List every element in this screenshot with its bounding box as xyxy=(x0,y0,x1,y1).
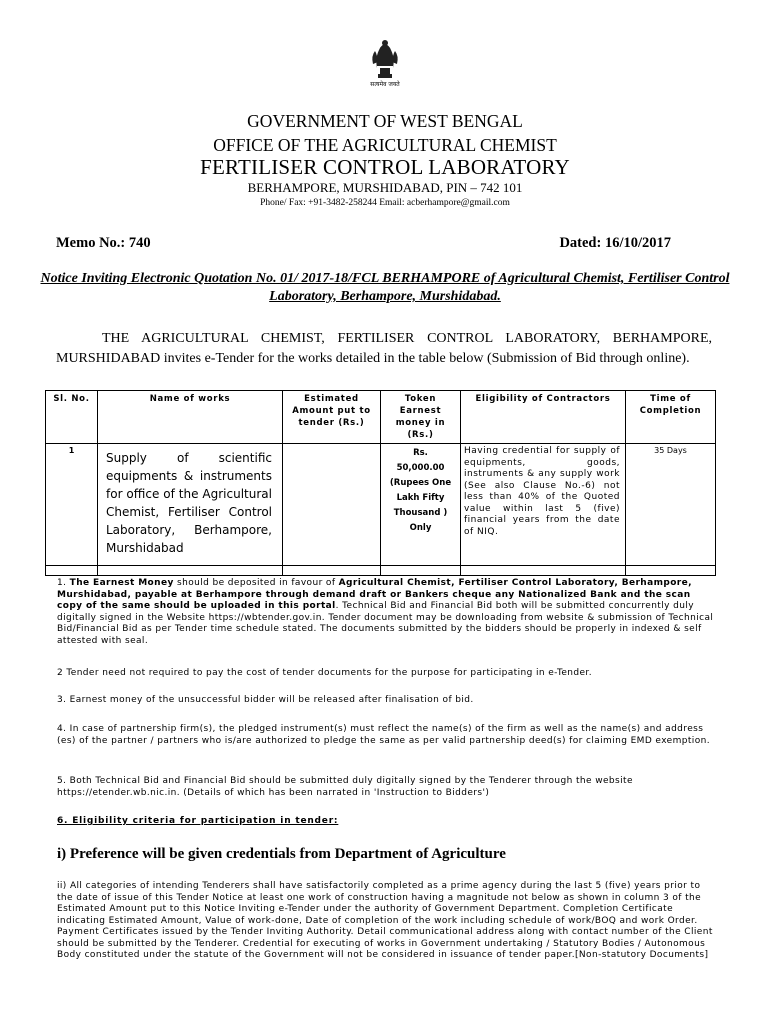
cell-time: 35 Days xyxy=(626,444,716,576)
cell-token xyxy=(381,444,461,576)
table-header-row xyxy=(46,391,716,444)
notice-title: Notice Inviting Electronic Quotation No. 01/ 2017-18/FCL BERHAMPORE of Agricultural Chemist, Fertiliser Control Laboratory, Berhampore, Murshidabad. xyxy=(40,271,730,304)
term-1-text-a: should be deposited in favour of xyxy=(173,578,339,588)
token-amount: 50,000.00 xyxy=(396,463,445,473)
terms-section xyxy=(45,565,715,851)
memo-number: Memo No.: 740 xyxy=(56,235,151,251)
term-1-num: 1. xyxy=(57,578,70,588)
term-eligibility-ii: ii) All categories of intending Tenderers shall have satisfactorily completed as a prime agency during the last 5 (five) years prior to the date of issue of this Tender Notice at least one work of construction having a magnitude not below as shown in column 3 of the Estimated Amount put to this Notice Inviting e-Tender under the authority of Government Department. Completion Certificate indicating Estimated Amount, Value of work-done, Date of completion of the work including schedule of work/BOQ and work Order. Payment Certificates issued by the Tender Inviting Authority. Detail communicational address along with contact number of the Client should be submitted by the Tenderer. Credential for executing of works in Government undertaking / Statutory Bodies / Autonomous Body constituted under the statute of the Government will not be considered in issuance of tender paper.[Non-statutory Documents] xyxy=(57,881,713,960)
col-header-eligibility: Eligibility of Contractors xyxy=(461,391,626,444)
national-emblem-icon xyxy=(345,36,425,88)
works-table xyxy=(45,390,716,576)
term-1-bold: The Earnest Money xyxy=(69,578,174,588)
header-office: OFFICE OF THE AGRICULTURAL CHEMIST xyxy=(213,135,557,155)
term-2: 2 Tender need not required to pay the cost of tender documents for the purpose for participating in e-Tender. xyxy=(57,668,592,678)
col-header-sl: Sl. No. xyxy=(46,391,98,444)
emblem-motto: सत्यमेव जयते xyxy=(370,81,400,88)
term-5: 5. Both Technical Bid and Financial Bid should be submitted duly digitally signed by the Tenderer through the website https://etender.wb.nic.in. (Details of which has been narrated in 'Instruction to Bidders') xyxy=(57,776,633,798)
cell-amount xyxy=(283,444,381,576)
col-header-works: Name of works xyxy=(98,391,283,444)
header-laboratory: FERTILISER CONTROL LABORATORY xyxy=(200,155,570,179)
intro-paragraph: THE AGRICULTURAL CHEMIST, FERTILISER CONTROL LABORATORY, BERHAMPORE, MURSHIDABAD invites e-Tender for the works detailed in the table below (Submission of Bid through online). xyxy=(56,331,712,366)
term-1-text-b: . Technical Bid and Financial Bid both will be submitted concurrently duly digitally signed in the Website https://wbtender.gov.in. Tender document may be downloading from website & submission of Technical Bid/Financial Bid as per Tender time schedule stated. The documents submitted by the bidders should be properly in indexed & self attested with seal. xyxy=(57,601,714,646)
token-rs: Rs. xyxy=(413,448,428,458)
term-1 xyxy=(57,578,715,647)
term-3: 3. Earnest money of the unsuccessful bidder will be released after finalisation of bid. xyxy=(57,695,474,705)
header-contact: Phone/ Fax: +91-3482-258244 Email: acberhampore@gmail.com xyxy=(260,198,510,208)
col-header-amount: Estimated Amount put to tender (Rs.) xyxy=(283,391,381,444)
cell-eligibility: Having credential for supply of equipments, goods, instruments & any supply work (See also Clause No.-6) not less than 40% of the Quoted value within last 5 (five) financial years from the date of NIQ. xyxy=(461,444,626,576)
term-1-bold-2: Agricultural Chemist, Fertiliser Control Laboratory, Berhampore, Murshidabad, payable at Berhampore through demand draft or Bankers cheque any Nationalized Bank and the scan copy of the same should be uploaded in this portal xyxy=(57,578,692,611)
term-4: 4. In case of partnership firm(s), the pledged instrument(s) must reflect the name(s) of the firm as well as the name(s) and address (es) of the partner / partners who is/are authorized to pledge the same as per valid partnership deed(s) for claiming EMD exemption. xyxy=(57,724,710,746)
cell-work: Supply of scientific equipments & instruments for office of the Agricultural Chemist, Fertiliser Control Laboratory, Berhampore, Murshidabad xyxy=(98,444,283,576)
term-6-heading: 6. Eligibility criteria for participation in tender: xyxy=(57,816,339,826)
table-row xyxy=(46,444,716,576)
header-government: GOVERNMENT OF WEST BENGAL xyxy=(247,111,523,131)
header-address: BERHAMPORE, MURSHIDABAD, PIN – 742 101 xyxy=(247,180,523,195)
preference-heading: i) Preference will be given credentials from Department of Agriculture xyxy=(57,846,506,862)
memo-date: Dated: 16/10/2017 xyxy=(559,235,671,251)
token-words: (Rupees One Lakh Fifty Thousand ) Only xyxy=(389,478,452,533)
cell-sl: 1 xyxy=(46,444,98,576)
col-header-token: Token Earnest money in (Rs.) xyxy=(381,391,461,444)
col-header-time: Time of Completion xyxy=(626,391,716,444)
